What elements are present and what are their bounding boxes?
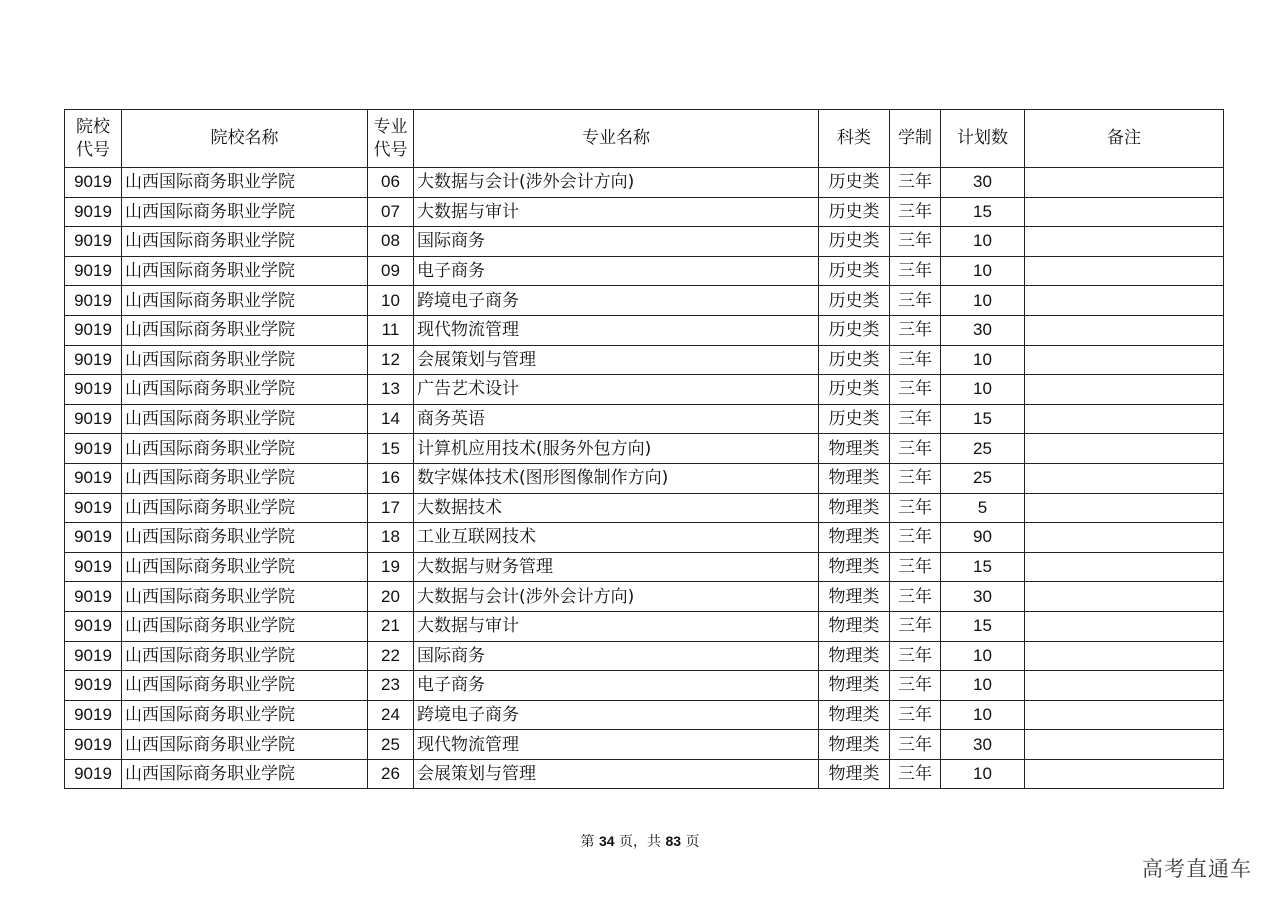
cell-plan-count: 10 [941, 227, 1025, 257]
cell-duration: 三年 [890, 582, 941, 612]
cell-notes [1025, 256, 1224, 286]
cell-category: 历史类 [819, 404, 890, 434]
cell-school-name: 山西国际商务职业学院 [122, 493, 368, 523]
cell-school-name: 山西国际商务职业学院 [122, 759, 368, 789]
cell-duration: 三年 [890, 286, 941, 316]
cell-school-code: 9019 [65, 730, 122, 760]
header-category: 科类 [819, 110, 890, 168]
cell-duration: 三年 [890, 759, 941, 789]
table-row [65, 434, 1224, 464]
cell-major-code: 21 [368, 611, 414, 641]
cell-major-code: 14 [368, 404, 414, 434]
table-row [65, 759, 1224, 789]
cell-category: 物理类 [819, 671, 890, 701]
table-row [65, 286, 1224, 316]
cell-category: 历史类 [819, 286, 890, 316]
cell-major-name: 国际商务 [414, 641, 819, 671]
table-row [65, 582, 1224, 612]
cell-major-name: 跨境电子商务 [414, 286, 819, 316]
cell-school-code: 9019 [65, 611, 122, 641]
cell-school-name: 山西国际商务职业学院 [122, 168, 368, 198]
header-notes: 备注 [1025, 110, 1224, 168]
footer-suffix: 页 [681, 834, 700, 850]
cell-plan-count: 30 [941, 730, 1025, 760]
cell-plan-count: 15 [941, 404, 1025, 434]
cell-plan-count: 30 [941, 582, 1025, 612]
cell-school-name: 山西国际商务职业学院 [122, 315, 368, 345]
header-duration: 学制 [890, 110, 941, 168]
table-row [65, 641, 1224, 671]
cell-school-name: 山西国际商务职业学院 [122, 345, 368, 375]
cell-notes [1025, 759, 1224, 789]
header-major-name: 专业名称 [414, 110, 819, 168]
cell-major-code: 22 [368, 641, 414, 671]
table-row [65, 463, 1224, 493]
cell-school-name: 山西国际商务职业学院 [122, 523, 368, 553]
page-footer [0, 831, 1280, 851]
cell-plan-count: 15 [941, 552, 1025, 582]
cell-major-name: 大数据与审计 [414, 611, 819, 641]
cell-category: 历史类 [819, 315, 890, 345]
cell-duration: 三年 [890, 523, 941, 553]
cell-notes [1025, 671, 1224, 701]
cell-major-code: 24 [368, 700, 414, 730]
cell-major-code: 08 [368, 227, 414, 257]
cell-duration: 三年 [890, 434, 941, 464]
cell-category: 物理类 [819, 730, 890, 760]
footer-total-pages: 83 [665, 833, 682, 849]
table-row [65, 256, 1224, 286]
table-row [65, 197, 1224, 227]
table-row [65, 523, 1224, 553]
cell-plan-count: 10 [941, 641, 1025, 671]
cell-duration: 三年 [890, 345, 941, 375]
table-row [65, 227, 1224, 257]
cell-major-code: 06 [368, 168, 414, 198]
cell-category: 物理类 [819, 641, 890, 671]
cell-major-code: 26 [368, 759, 414, 789]
cell-major-code: 16 [368, 463, 414, 493]
cell-plan-count: 10 [941, 256, 1025, 286]
cell-school-code: 9019 [65, 523, 122, 553]
cell-major-name: 广告艺术设计 [414, 375, 819, 405]
cell-major-code: 23 [368, 671, 414, 701]
cell-category: 物理类 [819, 434, 890, 464]
cell-category: 物理类 [819, 582, 890, 612]
table-row [65, 345, 1224, 375]
cell-major-name: 国际商务 [414, 227, 819, 257]
cell-plan-count: 30 [941, 168, 1025, 198]
cell-category: 物理类 [819, 463, 890, 493]
cell-major-name: 跨境电子商务 [414, 700, 819, 730]
header-major-code [368, 110, 414, 168]
cell-plan-count: 10 [941, 286, 1025, 316]
cell-duration: 三年 [890, 641, 941, 671]
header-plan-count: 计划数 [941, 110, 1025, 168]
cell-major-name: 大数据技术 [414, 493, 819, 523]
cell-school-code: 9019 [65, 286, 122, 316]
cell-category: 物理类 [819, 611, 890, 641]
cell-major-name: 大数据与会计(涉外会计方向) [414, 582, 819, 612]
cell-school-code: 9019 [65, 759, 122, 789]
cell-school-code: 9019 [65, 434, 122, 464]
table-row [65, 552, 1224, 582]
cell-school-name: 山西国际商务职业学院 [122, 197, 368, 227]
cell-major-name: 大数据与财务管理 [414, 552, 819, 582]
cell-school-code: 9019 [65, 168, 122, 198]
cell-category: 物理类 [819, 523, 890, 553]
table-row [65, 404, 1224, 434]
table-row [65, 168, 1224, 198]
cell-school-code: 9019 [65, 671, 122, 701]
cell-notes [1025, 611, 1224, 641]
cell-major-name: 大数据与会计(涉外会计方向) [414, 168, 819, 198]
cell-plan-count: 15 [941, 197, 1025, 227]
cell-category: 物理类 [819, 700, 890, 730]
cell-school-code: 9019 [65, 493, 122, 523]
cell-school-name: 山西国际商务职业学院 [122, 582, 368, 612]
cell-school-code: 9019 [65, 552, 122, 582]
cell-school-name: 山西国际商务职业学院 [122, 286, 368, 316]
header-school-name: 院校名称 [122, 110, 368, 168]
cell-notes [1025, 700, 1224, 730]
cell-plan-count: 25 [941, 434, 1025, 464]
cell-category: 历史类 [819, 345, 890, 375]
footer-prefix: 第 [580, 834, 599, 850]
cell-major-name: 现代物流管理 [414, 315, 819, 345]
cell-notes [1025, 641, 1224, 671]
cell-notes [1025, 168, 1224, 198]
cell-major-code: 17 [368, 493, 414, 523]
cell-category: 历史类 [819, 227, 890, 257]
header-school-code [65, 110, 122, 168]
header-major-code-label: 专业代号 [373, 116, 408, 160]
cell-school-name: 山西国际商务职业学院 [122, 256, 368, 286]
cell-notes [1025, 523, 1224, 553]
cell-major-code: 13 [368, 375, 414, 405]
cell-notes [1025, 730, 1224, 760]
cell-major-code: 15 [368, 434, 414, 464]
cell-major-name: 会展策划与管理 [414, 345, 819, 375]
cell-school-name: 山西国际商务职业学院 [122, 552, 368, 582]
cell-notes [1025, 582, 1224, 612]
table-row [65, 671, 1224, 701]
table-row [65, 611, 1224, 641]
cell-school-code: 9019 [65, 641, 122, 671]
cell-duration: 三年 [890, 404, 941, 434]
cell-notes [1025, 493, 1224, 523]
cell-school-code: 9019 [65, 345, 122, 375]
cell-school-code: 9019 [65, 227, 122, 257]
cell-school-name: 山西国际商务职业学院 [122, 671, 368, 701]
cell-major-code: 11 [368, 315, 414, 345]
cell-school-code: 9019 [65, 463, 122, 493]
cell-plan-count: 90 [941, 523, 1025, 553]
cell-major-code: 07 [368, 197, 414, 227]
cell-major-name: 大数据与审计 [414, 197, 819, 227]
footer-page-number: 34 [598, 833, 615, 849]
cell-duration: 三年 [890, 315, 941, 345]
cell-school-code: 9019 [65, 700, 122, 730]
cell-category: 历史类 [819, 197, 890, 227]
cell-school-code: 9019 [65, 404, 122, 434]
table-row [65, 493, 1224, 523]
cell-notes [1025, 197, 1224, 227]
cell-school-name: 山西国际商务职业学院 [122, 641, 368, 671]
cell-major-name: 现代物流管理 [414, 730, 819, 760]
cell-duration: 三年 [890, 700, 941, 730]
footer-middle: 页，共 [614, 834, 666, 850]
cell-category: 历史类 [819, 375, 890, 405]
cell-plan-count: 15 [941, 611, 1025, 641]
table-row [65, 315, 1224, 345]
header-school-code-label: 院校代号 [76, 116, 110, 160]
cell-notes [1025, 404, 1224, 434]
cell-plan-count: 10 [941, 345, 1025, 375]
cell-major-code: 25 [368, 730, 414, 760]
cell-category: 物理类 [819, 759, 890, 789]
cell-plan-count: 10 [941, 375, 1025, 405]
cell-duration: 三年 [890, 227, 941, 257]
cell-major-name: 电子商务 [414, 256, 819, 286]
cell-plan-count: 5 [941, 493, 1025, 523]
cell-plan-count: 30 [941, 315, 1025, 345]
cell-category: 历史类 [819, 168, 890, 198]
admission-plan-table [64, 109, 1224, 789]
cell-school-name: 山西国际商务职业学院 [122, 227, 368, 257]
cell-major-name: 商务英语 [414, 404, 819, 434]
cell-duration: 三年 [890, 375, 941, 405]
cell-category: 物理类 [819, 552, 890, 582]
watermark: 高考直通车 [1142, 857, 1252, 881]
cell-major-name: 电子商务 [414, 671, 819, 701]
cell-major-code: 18 [368, 523, 414, 553]
cell-notes [1025, 286, 1224, 316]
cell-duration: 三年 [890, 256, 941, 286]
cell-school-code: 9019 [65, 315, 122, 345]
cell-school-name: 山西国际商务职业学院 [122, 463, 368, 493]
cell-plan-count: 10 [941, 759, 1025, 789]
cell-plan-count: 10 [941, 700, 1025, 730]
cell-school-name: 山西国际商务职业学院 [122, 375, 368, 405]
table-body [65, 168, 1224, 789]
cell-duration: 三年 [890, 552, 941, 582]
cell-notes [1025, 345, 1224, 375]
cell-notes [1025, 315, 1224, 345]
cell-duration: 三年 [890, 671, 941, 701]
cell-school-code: 9019 [65, 375, 122, 405]
cell-school-name: 山西国际商务职业学院 [122, 434, 368, 464]
cell-notes [1025, 463, 1224, 493]
cell-duration: 三年 [890, 611, 941, 641]
cell-school-name: 山西国际商务职业学院 [122, 611, 368, 641]
cell-duration: 三年 [890, 463, 941, 493]
cell-notes [1025, 227, 1224, 257]
cell-duration: 三年 [890, 168, 941, 198]
cell-category: 物理类 [819, 493, 890, 523]
cell-school-name: 山西国际商务职业学院 [122, 730, 368, 760]
cell-plan-count: 10 [941, 671, 1025, 701]
cell-major-name: 会展策划与管理 [414, 759, 819, 789]
table-row [65, 375, 1224, 405]
table-row [65, 700, 1224, 730]
cell-major-code: 19 [368, 552, 414, 582]
cell-duration: 三年 [890, 493, 941, 523]
cell-school-name: 山西国际商务职业学院 [122, 700, 368, 730]
table-row [65, 730, 1224, 760]
cell-school-code: 9019 [65, 197, 122, 227]
cell-duration: 三年 [890, 730, 941, 760]
cell-notes [1025, 434, 1224, 464]
cell-category: 历史类 [819, 256, 890, 286]
cell-notes [1025, 375, 1224, 405]
cell-major-code: 09 [368, 256, 414, 286]
cell-major-name: 计算机应用技术(服务外包方向) [414, 434, 819, 464]
cell-duration: 三年 [890, 197, 941, 227]
cell-major-code: 20 [368, 582, 414, 612]
cell-plan-count: 25 [941, 463, 1025, 493]
cell-school-code: 9019 [65, 256, 122, 286]
cell-major-code: 10 [368, 286, 414, 316]
table-header-row [65, 110, 1224, 168]
cell-major-name: 工业互联网技术 [414, 523, 819, 553]
cell-school-code: 9019 [65, 582, 122, 612]
cell-major-code: 12 [368, 345, 414, 375]
cell-notes [1025, 552, 1224, 582]
cell-major-name: 数字媒体技术(图形图像制作方向) [414, 463, 819, 493]
cell-school-name: 山西国际商务职业学院 [122, 404, 368, 434]
